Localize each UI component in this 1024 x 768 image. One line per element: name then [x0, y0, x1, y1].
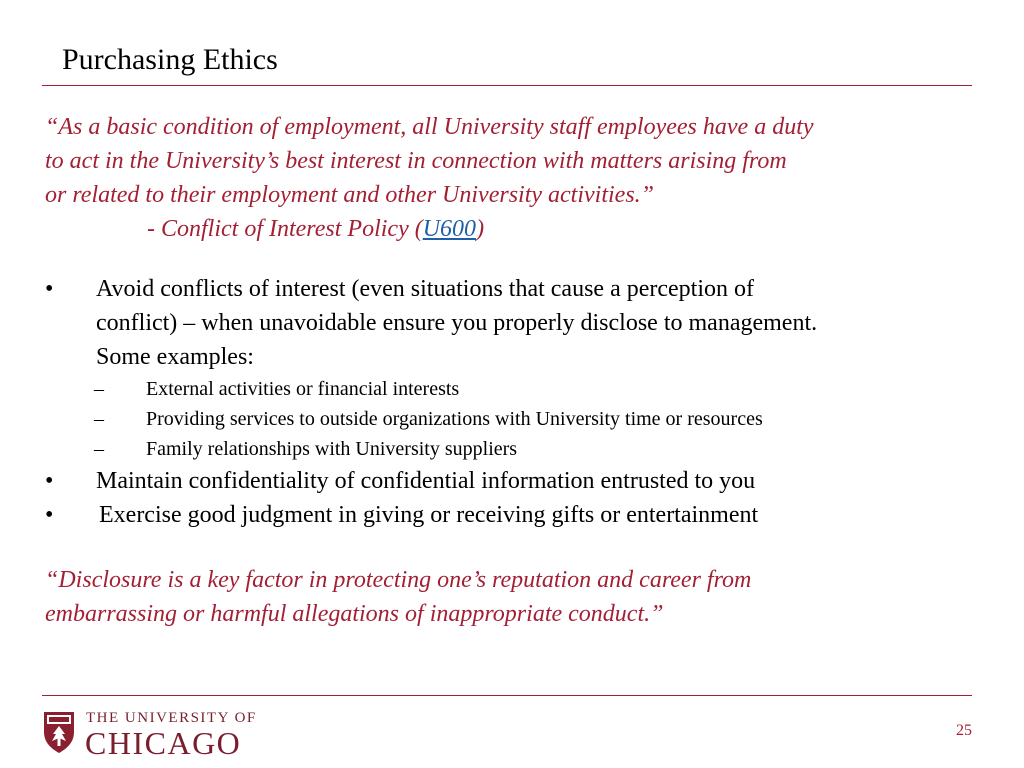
disclosure-quote [45, 563, 985, 631]
sub-bullet-item [45, 434, 995, 464]
sub-bullet-item [45, 404, 995, 434]
quote-line: “Disclosure is a key factor in protecting one’s reputation and career from [45, 567, 752, 593]
attribution-suffix: ) [476, 216, 485, 242]
bullet-item [45, 464, 995, 498]
bullet-list [45, 272, 995, 532]
page-number: 25 [956, 722, 972, 739]
bullet-text: Avoid conflicts of interest (even situations that cause a perception of [96, 276, 755, 302]
bullet-text: Exercise good judgment in giving or receiving gifts or entertainment [99, 502, 759, 528]
sub-bullet-text: Providing services to outside organizations with University time or resources [146, 408, 763, 430]
slide-title: Purchasing Ethics [62, 43, 278, 76]
policy-quote [45, 110, 985, 246]
sub-bullet-marker: – [94, 378, 104, 400]
bullet-item [45, 498, 995, 532]
quote-line: to act in the University’s best interest in connection with matters arising from [45, 148, 787, 174]
attribution-prefix: - Conflict of Interest Policy ( [147, 216, 423, 242]
u600-link[interactable]: U600 [422, 216, 477, 242]
quote-line: “As a basic condition of employment, all University staff employees have a duty [45, 114, 814, 140]
logo-line-1: THE UNIVERSITY OF [86, 710, 257, 726]
bullet-text: conflict) – when unavoidable ensure you properly disclose to management. [96, 310, 818, 336]
bullet-marker: • [45, 276, 54, 302]
sub-bullet-text: Family relationships with University suppliers [146, 438, 518, 460]
quote-line: embarrassing or harmful allegations of inappropriate conduct.” [45, 601, 664, 627]
sub-bullet-marker: – [94, 408, 104, 430]
sub-bullet-item [45, 374, 995, 404]
bullet-item [45, 272, 995, 374]
university-logo [42, 708, 262, 761]
title-divider [42, 85, 972, 86]
sub-bullet-text: External activities or financial interests [146, 378, 460, 400]
footer-divider [42, 695, 972, 696]
bullet-marker: • [45, 502, 54, 528]
bullet-text: Some examples: [96, 344, 254, 370]
logo-line-2: CHICAGO [85, 725, 242, 761]
bullet-text: Maintain confidentiality of confidential information entrusted to you [96, 468, 756, 494]
bullet-marker: • [45, 468, 54, 494]
shield-icon [42, 710, 76, 754]
quote-attribution [45, 212, 985, 246]
quote-line: or related to their employment and other University activities.” [45, 182, 654, 208]
sub-bullet-marker: – [94, 438, 104, 460]
